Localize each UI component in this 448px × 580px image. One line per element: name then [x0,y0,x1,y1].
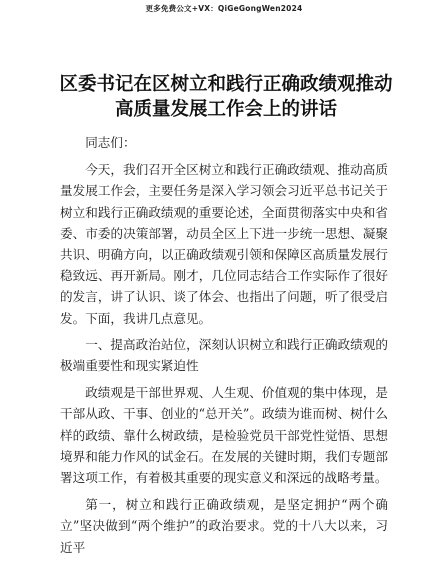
greeting: 同志们： [85,135,136,150]
section-heading-1: 一、提高政治站位，深刻认识树立和践行正确政绩观的极端重要性和现实紧迫性 [60,336,388,374]
paragraph-intro: 今天，我们召开全区树立和践行正确政绩观、推动高质量发展工作会，主要任务是深入学习领会习近平总书记关于树立和践行正确政绩观的重要论述，全面贯彻落实中央和省委、市委的决策部署，动员全区上下进一步统一思想、凝聚共识、明确方向，以正确政绩观引领和保障区高质量发展行稳致远、再开新局。刚才，几位同志结合工作实际作了很好的发言，讲了认识、谈了体会、也指出了问题，听了很受启发。下面，我讲几点意见。 [60,162,388,326]
paragraph-point-1: 第一，树立和践行正确政绩观，是坚定拥护“两个确立”坚决做到“两个维护”的政治要求。党的十八大以来，习近平 [60,497,388,555]
document-body [60,132,388,558]
paragraph-body: 政绩观是干部世界观、人生观、价值观的集中体现，是干部从政、干事、创业的“总开关”。政绩为谁而树、树什么样的政绩、靠什么树政绩，是检验党员干部党性觉悟、思想境界和能力作风的试金石。在发展的关键时期，我们专题部署这项工作，有着极其重要的现实意义和深远的战略考量。 [60,385,388,486]
document-title: 区委书记在区树立和践行正确政绩观推动高质量发展工作会上的讲话 [59,74,393,120]
header-watermark: 更多免费公文+VX：QiGeGongWen2024 [145,4,303,13]
